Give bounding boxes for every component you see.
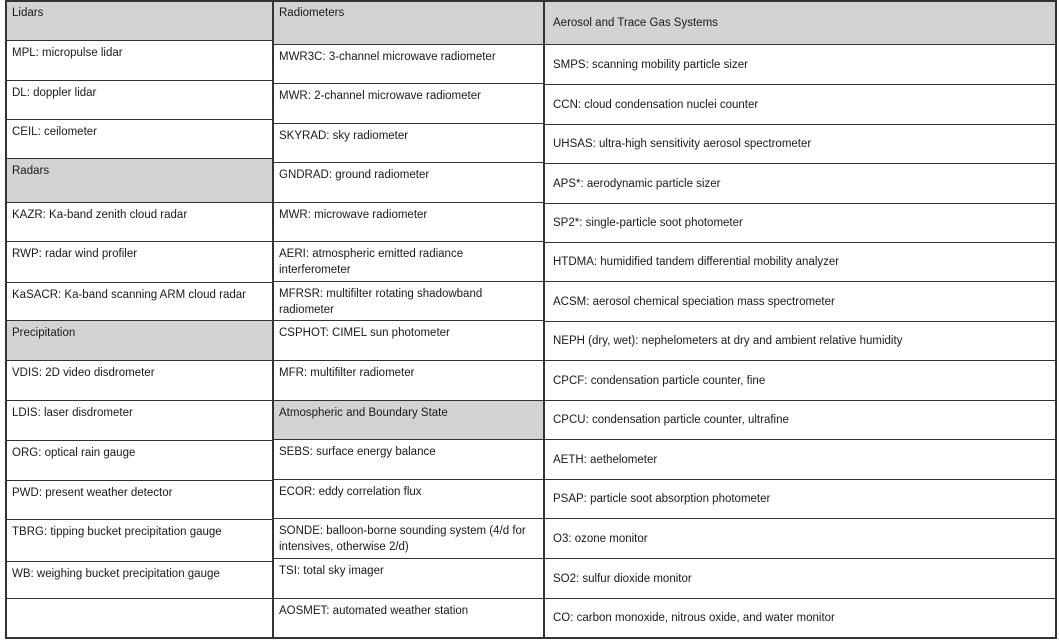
row-rule: [272, 83, 545, 84]
row-rule: [272, 281, 545, 282]
table-cell: AOSMET: automated weather station: [279, 605, 469, 617]
table-cell: PWD: present weather detector: [12, 487, 173, 499]
row-rule: [272, 0, 545, 2]
table-cell: AERI: atmospheric emitted radiance interferometer: [279, 248, 464, 276]
row-rule: [272, 400, 545, 401]
column-rule: [5, 0, 7, 637]
row-rule: [543, 598, 1057, 599]
table-cell: MFR: multifilter radiometer: [279, 367, 415, 379]
table-cell: CEIL: ceilometer: [12, 126, 98, 138]
row-rule: [5, 158, 274, 159]
section-header-cell: Radiometers: [273, 1, 543, 44]
column-rule: [1055, 0, 1057, 637]
table-cell: SMPS: scanning mobility particle sizer: [553, 58, 748, 71]
row-rule: [5, 320, 274, 321]
row-rule: [5, 598, 274, 599]
row-rule: [5, 400, 274, 401]
table-cell: CSPHOT: CIMEL sun photometer: [279, 327, 450, 339]
table-cell: ACSM: aerosol chemical speciation mass spectrometer: [553, 295, 835, 308]
column-rule: [272, 0, 274, 637]
table-cell: SONDE: balloon-borne sounding system (4/d for intensives, otherwise 2/d): [279, 525, 526, 553]
table-cell: SEBS: surface energy balance: [279, 446, 436, 458]
row-rule: [5, 360, 274, 361]
row-rule: [272, 479, 545, 480]
column-aerosol-trace-gas: [543, 0, 1055, 637]
row-rule: [543, 439, 1057, 440]
row-rule: [272, 439, 545, 440]
table-cell: HTDMA: humidified tandem differential mobility analyzer: [553, 256, 840, 268]
table-cell: APS*: aerodynamic particle sizer: [553, 177, 721, 190]
section-header-cell: Radars: [6, 159, 272, 202]
row-rule: [543, 242, 1057, 243]
row-rule: [5, 519, 274, 520]
table-cell: ORG: optical rain gauge: [12, 447, 136, 459]
table-cell: GNDRAD: ground radiometer: [279, 169, 430, 181]
table-cell: TSI: total sky imager: [279, 565, 384, 577]
row-rule: [5, 282, 274, 283]
row-rule: [272, 202, 545, 203]
row-rule: [543, 637, 1057, 639]
row-rule: [5, 0, 274, 2]
table-cell: MWR: microwave radiometer: [279, 209, 428, 221]
table-cell: LDIS: laser disdrometer: [12, 407, 133, 419]
row-rule: [543, 479, 1057, 480]
table-cell: CO: carbon monoxide, nitrous oxide, and water monitor: [553, 612, 835, 624]
row-rule: [543, 518, 1057, 519]
row-rule: [5, 480, 274, 481]
table-cell: DL: doppler lidar: [12, 87, 97, 99]
row-rule: [5, 80, 274, 81]
row-rule: [543, 44, 1057, 45]
row-rule: [272, 162, 545, 163]
row-rule: [543, 124, 1057, 125]
row-rule: [272, 598, 545, 599]
row-rule: [543, 400, 1057, 401]
row-rule: [543, 84, 1057, 85]
row-rule: [272, 360, 545, 361]
table-cell: SP2*: single-particle soot photometer: [553, 217, 743, 229]
table-cell: CPCF: condensation particle counter, fine: [553, 374, 766, 387]
row-rule: [272, 320, 545, 321]
table-cell: KAZR: Ka-band zenith cloud radar: [12, 209, 188, 221]
table-cell: AETH: aethelometer: [553, 453, 658, 466]
row-rule: [272, 44, 545, 45]
section-header-cell: Precipitation: [6, 321, 272, 360]
row-rule: [543, 203, 1057, 204]
table-cell: ECOR: eddy correlation flux: [279, 486, 422, 498]
row-rule: [5, 202, 274, 203]
row-rule: [543, 360, 1057, 361]
section-header-cell: Aerosol and Trace Gas Systems: [544, 1, 1055, 44]
table-cell: CPCU: condensation particle counter, ultrafine: [553, 414, 789, 426]
table-cell: MWR3C: 3-channel microwave radiometer: [279, 51, 496, 63]
section-header-cell: Atmospheric and Boundary State: [273, 401, 543, 439]
table-cell: UHSAS: ultra-high sensitivity aerosol spectrometer: [553, 138, 812, 150]
row-rule: [543, 163, 1057, 164]
table-cell: TBRG: tipping bucket precipitation gauge: [12, 526, 222, 538]
row-rule: [543, 321, 1057, 322]
section-header-cell: Lidars: [6, 1, 272, 40]
row-rule: [543, 0, 1057, 2]
table-cell: SKYRAD: sky radiometer: [279, 130, 409, 142]
table-cell: RWP: radar wind profiler: [12, 248, 138, 260]
table-cell: MWR: 2-channel microwave radiometer: [279, 90, 481, 102]
row-rule: [543, 281, 1057, 282]
table-cell: PSAP: particle soot absorption photometer: [553, 493, 771, 505]
table-cell: SO2: sulfur dioxide monitor: [553, 572, 692, 585]
column-rule: [543, 0, 545, 637]
table-cell: VDIS: 2D video disdrometer: [12, 367, 155, 379]
row-rule: [272, 558, 545, 559]
table-cell: KaSACR: Ka-band scanning ARM cloud radar: [12, 289, 246, 301]
column-radiometers-atmospheric-state: [272, 0, 543, 637]
table-cell: MFRSR: multifilter rotating shadowband radiometer: [279, 288, 483, 316]
row-rule: [272, 518, 545, 519]
row-rule: [5, 440, 274, 441]
table-cell: CCN: cloud condensation nuclei counter: [553, 98, 759, 111]
table-cell: WB: weighing bucket precipitation gauge: [12, 568, 220, 580]
row-rule: [543, 558, 1057, 559]
table-cell: MPL: micropulse lidar: [12, 47, 123, 59]
row-rule: [272, 123, 545, 124]
row-rule: [5, 561, 274, 562]
row-rule: [5, 40, 274, 41]
row-rule: [272, 241, 545, 242]
row-rule: [5, 241, 274, 242]
table-cell: [6, 599, 272, 637]
row-rule: [272, 637, 545, 639]
table-cell: O3: ozone monitor: [553, 532, 648, 545]
row-rule: [5, 637, 274, 639]
column-lidars-radars-precipitation: [5, 0, 272, 637]
table-cell: NEPH (dry, wet): nephelometers at dry and ambient relative humidity: [553, 335, 903, 347]
row-rule: [5, 119, 274, 120]
